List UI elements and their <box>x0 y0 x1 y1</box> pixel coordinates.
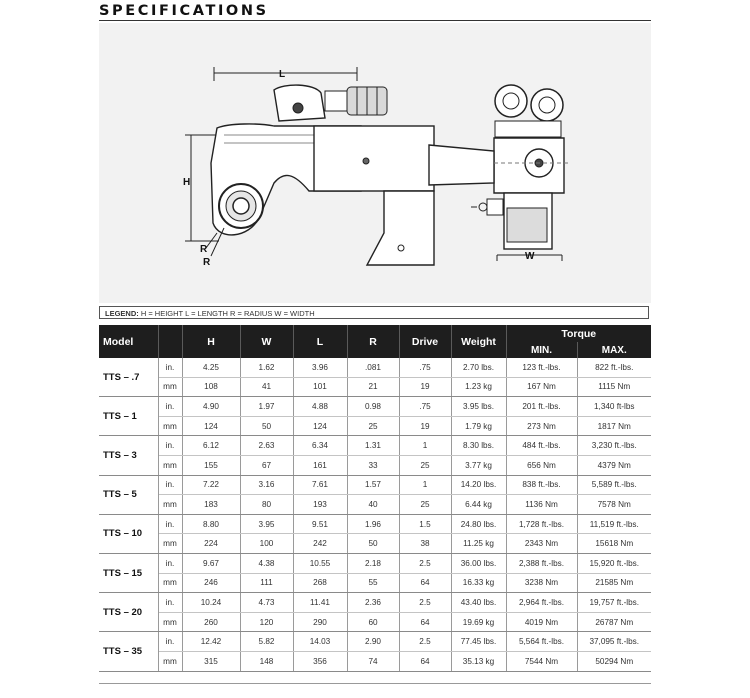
w-cell: 3.16 <box>240 475 293 495</box>
model-name: TTS – 20 <box>99 593 158 632</box>
header-torque-max: MAX. <box>577 342 651 358</box>
h-cell: 7.22 <box>182 475 240 495</box>
table-row <box>99 632 651 652</box>
min-cell: 167 Nm <box>506 377 577 397</box>
radius-label-2: R <box>203 257 211 268</box>
w-cell: 100 <box>240 534 293 554</box>
weight-cell: 1.23 kg <box>451 377 506 397</box>
min-cell: 7544 Nm <box>506 651 577 671</box>
w-cell: 3.95 <box>240 514 293 534</box>
drive-cell: 2.5 <box>399 553 451 573</box>
max-cell: 3,230 ft.-lbs. <box>577 436 651 456</box>
max-cell: 4379 Nm <box>577 455 651 475</box>
w-cell: 5.82 <box>240 632 293 652</box>
r-cell: .081 <box>347 358 399 377</box>
l-cell: 6.34 <box>293 436 347 456</box>
table-row <box>99 358 651 377</box>
min-cell: 2343 Nm <box>506 534 577 554</box>
l-cell: 124 <box>293 416 347 436</box>
h-cell: 155 <box>182 455 240 475</box>
drive-cell: 38 <box>399 534 451 554</box>
w-cell: 1.97 <box>240 397 293 417</box>
l-cell: 3.96 <box>293 358 347 377</box>
l-cell: 10.55 <box>293 553 347 573</box>
max-cell: 5,589 ft.-lbs. <box>577 475 651 495</box>
h-cell: 124 <box>182 416 240 436</box>
min-cell: 1136 Nm <box>506 495 577 515</box>
unit-cell: mm <box>158 495 182 515</box>
weight-cell: 2.70 lbs. <box>451 358 506 377</box>
h-cell: 8.80 <box>182 514 240 534</box>
max-cell: 822 ft.-lbs. <box>577 358 651 377</box>
min-cell: 273 Nm <box>506 416 577 436</box>
w-cell: 120 <box>240 612 293 632</box>
drive-cell: 1 <box>399 436 451 456</box>
drive-cell: 2.5 <box>399 593 451 613</box>
unit-cell: in. <box>158 358 182 377</box>
table-row <box>99 534 651 554</box>
unit-cell: in. <box>158 632 182 652</box>
weight-cell: 36.00 lbs. <box>451 553 506 573</box>
h-cell: 10.24 <box>182 593 240 613</box>
h-cell: 260 <box>182 612 240 632</box>
weight-cell: 8.30 lbs. <box>451 436 506 456</box>
drive-cell: .75 <box>399 358 451 377</box>
r-cell: 2.90 <box>347 632 399 652</box>
h-cell: 9.67 <box>182 553 240 573</box>
l-cell: 4.88 <box>293 397 347 417</box>
radius-label-1: R <box>200 244 208 255</box>
model-name: TTS – .7 <box>99 358 158 397</box>
table-row <box>99 416 651 436</box>
l-cell: 161 <box>293 455 347 475</box>
max-cell: 50294 Nm <box>577 651 651 671</box>
drive-cell: 64 <box>399 651 451 671</box>
w-cell: 50 <box>240 416 293 436</box>
wrench-drawing <box>99 23 651 303</box>
header-w: W <box>240 325 293 358</box>
h-cell: 183 <box>182 495 240 515</box>
r-cell: 33 <box>347 455 399 475</box>
r-cell: 2.18 <box>347 553 399 573</box>
min-cell: 123 ft.-lbs. <box>506 358 577 377</box>
h-cell: 315 <box>182 651 240 671</box>
unit-cell: in. <box>158 475 182 495</box>
drive-cell: 19 <box>399 416 451 436</box>
front-swivel-left <box>495 85 527 117</box>
w-cell: 67 <box>240 455 293 475</box>
specifications-table <box>99 325 651 672</box>
weight-cell: 24.80 lbs. <box>451 514 506 534</box>
min-cell: 3238 Nm <box>506 573 577 593</box>
header-torque: Torque <box>506 325 651 342</box>
max-cell: 1,340 ft-lbs <box>577 397 651 417</box>
r-cell: 21 <box>347 377 399 397</box>
r-cell: 0.98 <box>347 397 399 417</box>
max-cell: 11,519 ft.-lbs. <box>577 514 651 534</box>
unit-cell: in. <box>158 553 182 573</box>
max-cell: 1817 Nm <box>577 416 651 436</box>
header-l: L <box>293 325 347 358</box>
unit-cell: in. <box>158 397 182 417</box>
r-cell: 55 <box>347 573 399 593</box>
r-cell: 50 <box>347 534 399 554</box>
unit-cell: mm <box>158 573 182 593</box>
l-cell: 193 <box>293 495 347 515</box>
weight-cell: 14.20 lbs. <box>451 475 506 495</box>
legend-text: H = HEIGHT L = LENGTH R = RADIUS W = WIDTH <box>140 309 315 318</box>
page-title: SPECIFICATIONS <box>99 3 269 19</box>
weight-cell: 77.45 lbs. <box>451 632 506 652</box>
model-name: TTS – 10 <box>99 514 158 553</box>
h-cell: 108 <box>182 377 240 397</box>
w-cell: 41 <box>240 377 293 397</box>
unit-cell: mm <box>158 534 182 554</box>
height-label: H <box>183 177 191 188</box>
w-cell: 111 <box>240 573 293 593</box>
model-name: TTS – 3 <box>99 436 158 475</box>
min-cell: 1,728 ft.-lbs. <box>506 514 577 534</box>
l-cell: 268 <box>293 573 347 593</box>
drive-cell: 25 <box>399 455 451 475</box>
weight-cell: 19.69 kg <box>451 612 506 632</box>
drive-cell: 64 <box>399 612 451 632</box>
w-cell: 4.38 <box>240 553 293 573</box>
r-cell: 74 <box>347 651 399 671</box>
h-cell: 224 <box>182 534 240 554</box>
l-cell: 11.41 <box>293 593 347 613</box>
r-cell: 1.31 <box>347 436 399 456</box>
r-cell: 25 <box>347 416 399 436</box>
model-name: TTS – 35 <box>99 632 158 671</box>
unit-cell: in. <box>158 593 182 613</box>
h-cell: 6.12 <box>182 436 240 456</box>
weight-cell: 11.25 kg <box>451 534 506 554</box>
unit-cell: mm <box>158 455 182 475</box>
drive-cell: 25 <box>399 495 451 515</box>
l-cell: 356 <box>293 651 347 671</box>
weight-cell: 35.13 kg <box>451 651 506 671</box>
table-row <box>99 475 651 495</box>
unit-cell: in. <box>158 514 182 534</box>
min-cell: 201 ft.-lbs. <box>506 397 577 417</box>
table-row <box>99 612 651 632</box>
h-cell: 4.25 <box>182 358 240 377</box>
weight-cell: 1.79 kg <box>451 416 506 436</box>
weight-cell: 16.33 kg <box>451 573 506 593</box>
drive-cell: 1 <box>399 475 451 495</box>
w-cell: 148 <box>240 651 293 671</box>
r-cell: 40 <box>347 495 399 515</box>
header-drive: Drive <box>399 325 451 358</box>
r-cell: 60 <box>347 612 399 632</box>
max-cell: 37,095 ft.-lbs. <box>577 632 651 652</box>
w-cell: 2.63 <box>240 436 293 456</box>
w-cell: 4.73 <box>240 593 293 613</box>
w-cell: 1.62 <box>240 358 293 377</box>
r-cell: 2.36 <box>347 593 399 613</box>
weight-cell: 3.77 kg <box>451 455 506 475</box>
model-name: TTS – 15 <box>99 553 158 592</box>
unit-cell: mm <box>158 416 182 436</box>
header-torque-min: MIN. <box>506 342 577 358</box>
model-name: TTS – 5 <box>99 475 158 514</box>
front-square-drive <box>429 145 494 185</box>
header-model: Model <box>99 325 158 358</box>
max-cell: 21585 Nm <box>577 573 651 593</box>
table-row <box>99 593 651 613</box>
model-name: TTS – 1 <box>99 397 158 436</box>
min-cell: 5,564 ft.-lbs. <box>506 632 577 652</box>
l-cell: 101 <box>293 377 347 397</box>
max-cell: 15618 Nm <box>577 534 651 554</box>
max-cell: 19,757 ft.-lbs. <box>577 593 651 613</box>
min-cell: 2,388 ft.-lbs. <box>506 553 577 573</box>
r-cell: 1.57 <box>347 475 399 495</box>
l-cell: 7.61 <box>293 475 347 495</box>
l-cell: 290 <box>293 612 347 632</box>
drive-cell: 64 <box>399 573 451 593</box>
table-row <box>99 397 651 417</box>
drive-cell: 19 <box>399 377 451 397</box>
l-cell: 9.51 <box>293 514 347 534</box>
min-cell: 838 ft.-lbs. <box>506 475 577 495</box>
w-cell: 80 <box>240 495 293 515</box>
table-row <box>99 573 651 593</box>
reaction-arm <box>367 191 434 265</box>
table-row <box>99 455 651 475</box>
unit-cell: mm <box>158 651 182 671</box>
drive-cell: 1.5 <box>399 514 451 534</box>
length-label: L <box>279 69 286 80</box>
specifications-body <box>99 358 651 671</box>
weight-cell: 6.44 kg <box>451 495 506 515</box>
l-cell: 14.03 <box>293 632 347 652</box>
min-cell: 2,964 ft.-lbs. <box>506 593 577 613</box>
unit-cell: in. <box>158 436 182 456</box>
min-cell: 4019 Nm <box>506 612 577 632</box>
bottom-rule <box>99 683 651 684</box>
header-h: H <box>182 325 240 358</box>
h-cell: 4.90 <box>182 397 240 417</box>
table-row <box>99 377 651 397</box>
max-cell: 15,920 ft.-lbs. <box>577 553 651 573</box>
min-cell: 656 Nm <box>506 455 577 475</box>
r-cell: 1.96 <box>347 514 399 534</box>
front-swivel-right <box>531 89 563 121</box>
l-cell: 242 <box>293 534 347 554</box>
max-cell: 1115 Nm <box>577 377 651 397</box>
h-cell: 12.42 <box>182 632 240 652</box>
table-row <box>99 436 651 456</box>
table-row <box>99 514 651 534</box>
min-cell: 484 ft.-lbs. <box>506 436 577 456</box>
table-row <box>99 651 651 671</box>
weight-cell: 43.40 lbs. <box>451 593 506 613</box>
width-label: W <box>525 251 535 262</box>
legend-prefix: LEGEND: <box>105 309 139 318</box>
table-row <box>99 553 651 573</box>
max-cell: 26787 Nm <box>577 612 651 632</box>
legend-box <box>99 306 649 319</box>
unit-cell: mm <box>158 377 182 397</box>
unit-cell: mm <box>158 612 182 632</box>
table-row <box>99 495 651 515</box>
drive-cell: 2.5 <box>399 632 451 652</box>
cylinder-housing <box>314 126 434 191</box>
header-weight: Weight <box>451 325 506 358</box>
header-unit <box>158 325 182 358</box>
max-cell: 7578 Nm <box>577 495 651 515</box>
header-r: R <box>347 325 399 358</box>
weight-cell: 3.95 lbs. <box>451 397 506 417</box>
title-underline <box>99 20 651 21</box>
drive-cell: .75 <box>399 397 451 417</box>
wrench-diagram <box>99 23 651 303</box>
h-cell: 246 <box>182 573 240 593</box>
